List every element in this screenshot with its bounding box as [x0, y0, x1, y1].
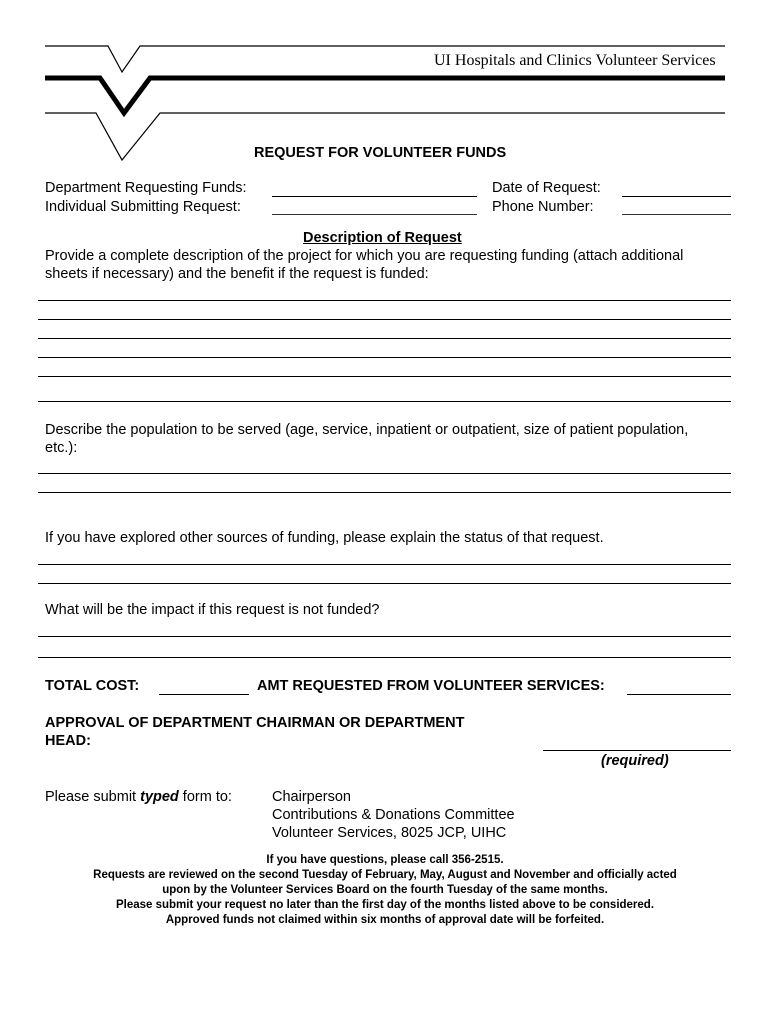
- department-label: Department Requesting Funds:: [45, 180, 247, 196]
- description-answer-line-1[interactable]: [38, 300, 731, 301]
- description-prompt-line2: sheets if necessary) and the benefit if the request is funded:: [45, 266, 429, 282]
- submit-emphasis: typed: [140, 789, 179, 805]
- phone-field[interactable]: [622, 214, 731, 215]
- impact-answer-line-1[interactable]: [38, 636, 731, 637]
- approval-signature-field[interactable]: [543, 750, 731, 751]
- submit-suffix: form to:: [178, 789, 232, 805]
- description-heading: Description of Request: [303, 230, 462, 246]
- individual-label: Individual Submitting Request:: [45, 199, 241, 215]
- other-sources-answer-line-2[interactable]: [38, 583, 731, 584]
- population-answer-line-1[interactable]: [38, 473, 731, 474]
- submit-instruction: [45, 788, 232, 806]
- description-answer-line-5[interactable]: [38, 376, 731, 377]
- individual-field[interactable]: [272, 214, 477, 215]
- approval-label-line1: APPROVAL OF DEPARTMENT CHAIRMAN OR DEPARTMENT: [45, 715, 465, 731]
- footer-line1: If you have questions, please call 356-2515.: [266, 854, 504, 866]
- footer-line4: Please submit your request no later than the first day of the months listed above to be considered.: [115, 899, 655, 911]
- description-answer-line-2[interactable]: [38, 319, 731, 320]
- population-prompt-line1: Describe the population to be served (age, service, inpatient or outpatient, size of patient population,: [45, 422, 689, 438]
- address-line2: Contributions & Donations Committee: [272, 807, 515, 823]
- amt-requested-label: AMT REQUESTED FROM VOLUNTEER SERVICES:: [257, 678, 605, 694]
- description-answer-line-6[interactable]: [38, 401, 731, 402]
- submit-prefix: Please submit: [45, 789, 141, 805]
- address-line1: Chairperson: [272, 789, 351, 805]
- address-line3: Volunteer Services, 8025 JCP, UIHC: [272, 825, 507, 841]
- required-note: (required): [601, 753, 669, 769]
- department-field[interactable]: [272, 196, 477, 197]
- description-answer-line-3[interactable]: [38, 338, 731, 339]
- other-sources-prompt: If you have explored other sources of funding, please explain the status of that request.: [45, 530, 604, 546]
- footer-notes: [0, 853, 770, 928]
- phone-label: Phone Number:: [492, 199, 594, 215]
- amt-requested-field[interactable]: [627, 694, 731, 695]
- description-answer-line-4[interactable]: [38, 357, 731, 358]
- impact-prompt: What will be the impact if this request is not funded?: [45, 602, 380, 618]
- total-cost-field[interactable]: [159, 694, 249, 695]
- footer-line2: Requests are reviewed on the second Tuesday of February, May, August and November and officially acted: [93, 869, 677, 881]
- org-name: UI Hospitals and Clinics Volunteer Services: [434, 52, 716, 69]
- approval-label-line2: HEAD:: [45, 733, 91, 749]
- footer-line5: Approved funds not claimed within six months of approval date will be forfeited.: [165, 914, 605, 926]
- date-label: Date of Request:: [492, 180, 601, 196]
- date-field[interactable]: [622, 196, 731, 197]
- description-prompt-line1: Provide a complete description of the project for which you are requesting funding (attach additional: [45, 248, 684, 264]
- other-sources-answer-line-1[interactable]: [38, 564, 731, 565]
- population-prompt-line2: etc.):: [45, 440, 78, 456]
- population-answer-line-2[interactable]: [38, 492, 731, 493]
- footer-line3: upon by the Volunteer Services Board on the fourth Tuesday of the same months.: [162, 884, 608, 896]
- impact-answer-line-2[interactable]: [38, 657, 731, 658]
- form-title: REQUEST FOR VOLUNTEER FUNDS: [254, 145, 507, 161]
- header-rule-thick: [45, 78, 725, 113]
- total-cost-label: TOTAL COST:: [45, 678, 140, 694]
